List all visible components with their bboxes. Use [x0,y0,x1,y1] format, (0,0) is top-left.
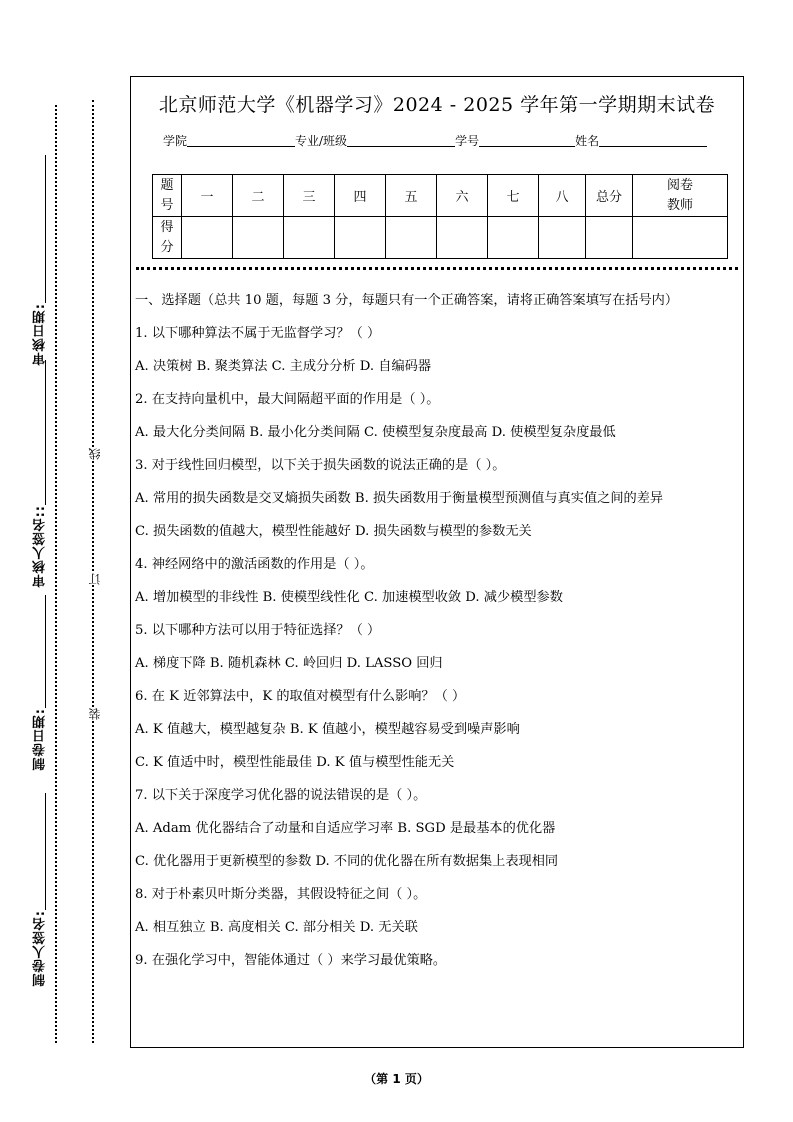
options-5: A. 梯度下降 B. 随机森林 C. 岭回归 D. LASSO 回归 [135,656,443,671]
question-9: 9. 在强化学习中，智能体通过（ ）来学习最优策略。 [135,953,447,968]
reviewer-sign-line[interactable] [45,360,46,505]
col-header: 七 [488,175,539,217]
question-7: 7. 以下关于深度学习优化器的说法错误的是（ ）。 [135,788,427,803]
name-label: 姓名 [575,134,600,148]
col-header: 一 [182,175,233,217]
score-cell[interactable] [386,217,437,259]
options-3a: A. 常用的损失函数是交叉熵损失函数 B. 损失函数用于衡量模型预测值与真实值之间的差异 [135,491,664,506]
exam-frame [130,76,744,1048]
review-date-label: 审核日期: [33,303,48,366]
score-cell[interactable] [437,217,488,259]
options-3b: C. 损失函数的值越大，模型性能越好 D. 损失函数与模型的参数无关 [135,524,532,539]
exam-title: 北京师范大学《机器学习》2024 - 2025 学年第一学期期末试卷 [158,94,716,116]
score-table [152,174,728,259]
review-date-line[interactable] [45,155,46,303]
col-header: 二 [233,175,284,217]
major-label: 专业/班级 [295,134,348,148]
left-dotted-line [55,105,57,1043]
score-cell[interactable] [233,217,284,259]
options-6b: C. K 值适中时，模型性能最佳 D. K 值与模型性能无关 [135,755,455,770]
maker-sign-label: 制卷人签名: [33,910,48,987]
col-header: 四 [335,175,386,217]
options-8: A. 相互独立 B. 高度相关 C. 部分相关 D. 无关联 [135,920,418,935]
reviewer-sign-label: 审核人签名:: [33,505,48,588]
col-header: 八 [539,175,586,217]
col-header: 五 [386,175,437,217]
score-label: 得 分 [153,217,182,259]
score-cell[interactable] [539,217,586,259]
maker-sign-line[interactable] [45,793,46,910]
score-cell-total[interactable] [586,217,633,259]
student-id-field[interactable] [479,133,575,147]
binding-char-zhuang: 装 [88,708,102,720]
col-header: 六 [437,175,488,217]
col-header-total: 总分 [586,175,633,217]
question-2: 2. 在支持向量机中，最大间隔超平面的作用是（ ）。 [135,392,440,407]
college-field[interactable] [187,133,295,147]
make-date-label: 制卷日期: [33,708,48,771]
question-number-label: 题 号 [153,175,182,217]
student-info-line [163,132,707,149]
options-1: A. 决策树 B. 聚类算法 C. 主成分分析 D. 自编码器 [135,359,432,374]
options-7b: C. 优化器用于更新模型的参数 D. 不同的优化器在所有数据集上表现相同 [135,854,559,869]
student-id-label: 学号 [455,134,480,148]
make-date-line[interactable] [45,595,46,708]
question-section [135,290,737,983]
options-2: A. 最大化分类间隔 B. 最小化分类间隔 C. 使模型复杂度最高 D. 使模型复杂度最低 [135,425,616,440]
dotted-separator [136,267,738,270]
section-heading: 一、选择题（总共 10 题，每题 3 分，每题只有一个正确答案，请将正确答案填写在括号内） [135,293,679,308]
score-cell[interactable] [335,217,386,259]
question-8: 8. 对于朴素贝叶斯分类器，其假设特征之间（ ）。 [135,887,427,902]
score-cell[interactable] [488,217,539,259]
question-3: 3. 对于线性回归模型，以下关于损失函数的说法正确的是（ ）。 [135,458,506,473]
question-4: 4. 神经网络中的激活函数的作用是（ ）。 [135,557,374,572]
question-1: 1. 以下哪种算法不属于无监督学习？（ ） [135,326,381,341]
score-cell[interactable] [284,217,335,259]
options-7a: A. Adam 优化器结合了动量和自适应学习率 B. SGD 是最基本的优化器 [135,821,556,836]
question-6: 6. 在 K 近邻算法中，K 的取值对模型有什么影响？（ ） [135,689,466,704]
grader-label: 阅卷 教师 [633,175,728,217]
page-number: （第 1 页） [364,1072,429,1086]
name-field[interactable] [599,133,707,147]
score-value-row [153,217,728,259]
binding-char-line: 线 [88,448,102,460]
question-5: 5. 以下哪种方法可以用于特征选择？（ ） [135,623,381,638]
options-6a: A. K 值越大，模型越复杂 B. K 值越小，模型越容易受到噪声影响 [135,722,520,737]
score-cell[interactable] [182,217,233,259]
major-field[interactable] [347,133,455,147]
col-header: 三 [284,175,335,217]
binding-dotted-line [92,100,94,1043]
college-label: 学院 [163,134,188,148]
options-4: A. 增加模型的非线性 B. 使模型线性化 C. 加速模型收敛 D. 减少模型参数 [135,590,563,605]
binding-char-ding: 订 [88,573,102,585]
score-header-row [153,175,728,217]
grader-cell[interactable] [633,217,728,259]
